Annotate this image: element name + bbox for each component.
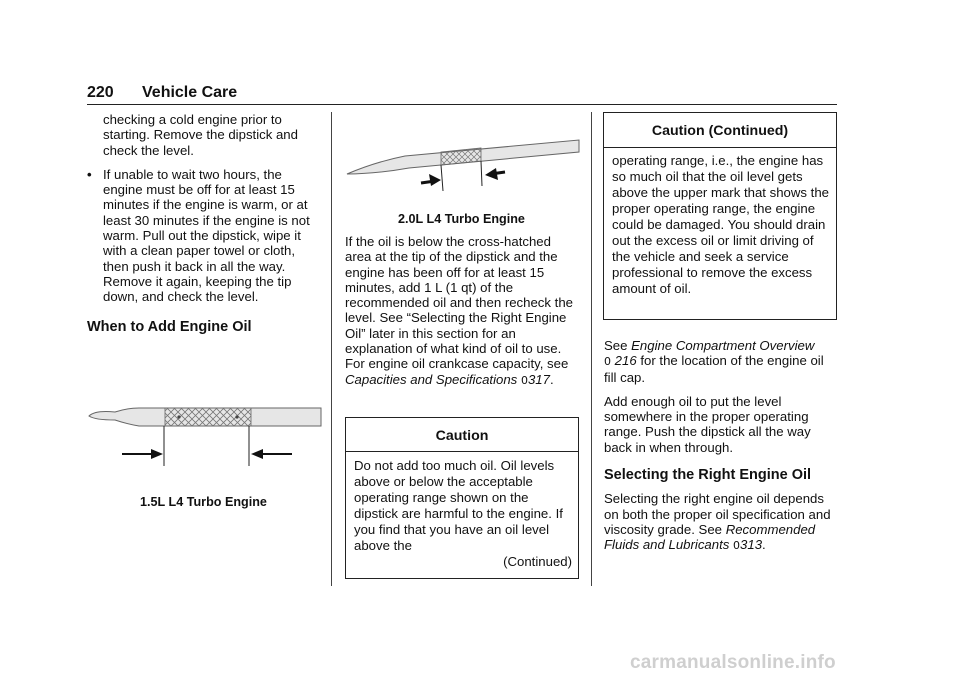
dipstick-illustration-2-0l [345, 136, 581, 194]
caution-box [345, 417, 579, 579]
page-ref-icon: 0 [520, 373, 528, 387]
figure-caption-1: 1.5L L4 Turbo Engine [140, 495, 267, 509]
caution-text: Do not add too much oil. Oil levels above or below the acceptable operating range shown on the dipstick are harmful to the engine. If you find that you have an oil level above the [354, 458, 563, 553]
caution-title: Caution [346, 418, 578, 452]
column-1 [87, 112, 320, 335]
page-ref-icon: 0 [604, 355, 611, 369]
caution-continued-title: Caution (Continued) [604, 113, 836, 148]
page-ref-216[interactable]: 216 [614, 353, 637, 369]
paragraph-add-oil: If the oil is below the cross-hatched area at the tip of the dipstick and the engine has been off for at least 15 minutes, add 1 L (1 qt) of the recommended oil and then recheck the level. See “Selecting the Right Engine Oil” later in this section for an explanation of what kind of oil to use. For engine oil crankcase capacity, see Capacities and Specifications 0317. [345, 234, 573, 387]
link-recommended-fluids[interactable]: Recommended Fluids and Lubricants [604, 521, 816, 553]
page-header [87, 84, 837, 105]
bullet-icon: • [87, 166, 92, 182]
section-heading: When to Add Engine Oil [87, 318, 252, 335]
column-divider-2 [591, 112, 592, 586]
page-ref-313[interactable]: 313 [740, 537, 763, 553]
paragraph-add-enough: Add enough oil to put the level somewhere in the proper operating range. Push the dipstick all the way back in when through. [604, 393, 811, 455]
watermark: carmanualsonline.info [630, 652, 836, 673]
paragraph-continued: checking a cold engine prior to starting. Remove the dipstick and check the level. [103, 112, 298, 158]
paragraph-selecting: Selecting the right engine oil depends on both the proper oil specification and viscosity grade. See Recommended Fluids and Lubricants 0313. [604, 491, 831, 553]
header-text [87, 84, 237, 102]
continued-label: (Continued) [503, 554, 572, 569]
link-engine-compartment[interactable]: Engine Compartment Overview [631, 338, 815, 353]
bullet-text: If unable to wait two hours, the engine must be off for at least 15 minutes if the engine is warm, or at least 30 minutes if the engine is not warm. Pull out the dipstick, wipe it with a clean paper towel or cloth, then push it back in all the way. Remove it again, keeping the tip down, and check the level. [103, 166, 310, 305]
section-heading-selecting: Selecting the Right Engine Oil [604, 467, 812, 484]
column-3 [604, 338, 838, 554]
page-ref-317[interactable]: 317 [527, 371, 550, 387]
section-title: Vehicle Care [142, 84, 238, 101]
caution-continued-box [603, 112, 837, 320]
column-2 [345, 234, 581, 388]
dipstick-illustration-1-5l [87, 398, 323, 474]
link-capacities[interactable]: Capacities and Specifications [345, 371, 518, 387]
column-divider-1 [331, 112, 332, 586]
caution-continued-text: operating range, i.e., the engine has so much oil that the oil level gets above the upper mark that shows the proper operating range, the engine could be damaged. You should drain out the excess oil or limit driving of the vehicle and seek a service professional to remove the excess amount of oil. [612, 153, 829, 296]
bullet-item [87, 167, 320, 305]
paragraph-see-overview: See Engine Compartment Overview 0 216 for the location of the engine oil fill cap. [604, 338, 824, 385]
page-number: 220 [87, 84, 114, 101]
figure-caption-2: 2.0L L4 Turbo Engine [398, 212, 525, 226]
page-ref-icon: 0 [733, 539, 741, 553]
